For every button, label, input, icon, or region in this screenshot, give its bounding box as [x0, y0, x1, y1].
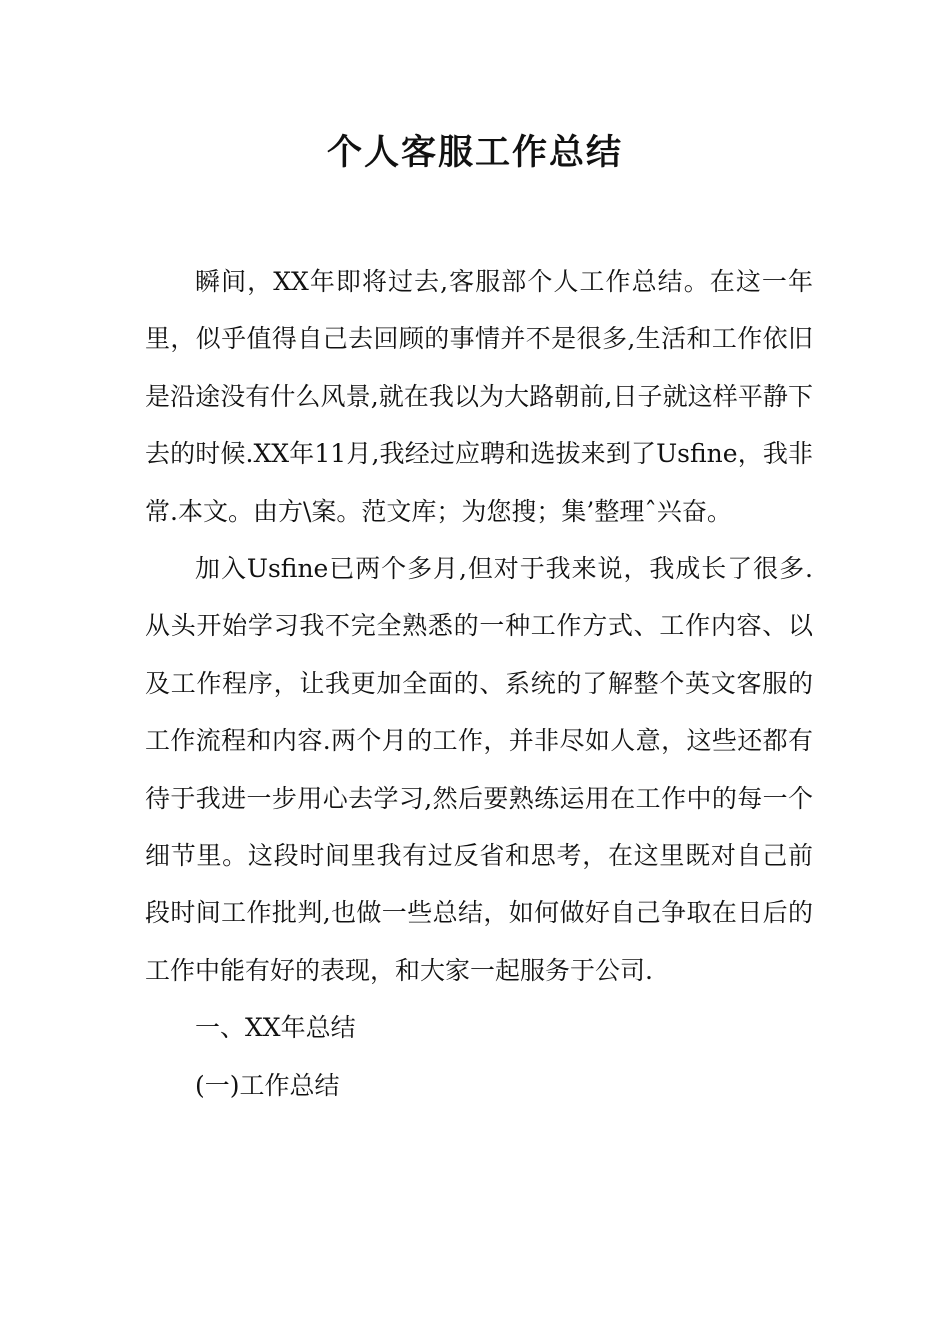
section-heading: 一、XX年总结 [195, 1013, 356, 1043]
paragraph-intro: 瞬间，XX年即将过去,客服部个人工作总结。在这一年里，似乎值得自己去回顾的事情并不是很多,生活和工作依旧是沿途没有什么风景,就在我以为大路朝前,日子就这样平静下去的时候.XX年11月,我经过应聘和选拔来到了Usfine，我非常.本文。由方\案。范文库；为您搜；集’整理ˆ兴奋。 [145, 267, 813, 526]
document-body [145, 253, 813, 1114]
document-title: 个人客服工作总结 [326, 132, 623, 173]
paragraph-growth: 加入Usfine已两个多月,但对于我来说，我成长了很多.从头开始学习我不完全熟悉的一种工作方式、工作内容、以及工作程序，让我更加全面的、系统的了解整个英文客服的工作流程和内容.两个月的工作，并非尽如人意，这些还都有待于我进一步用心去学习,然后要熟练运用在工作中的每一个细节里。这段时间里我有过反省和思考，在这里既对自己前段时间工作批判,也做一些总结，如何做好自己争取在日后的工作中能有好的表现，和大家一起服务于公司. [145, 554, 813, 985]
subsection-heading: (一)工作总结 [195, 1070, 340, 1100]
